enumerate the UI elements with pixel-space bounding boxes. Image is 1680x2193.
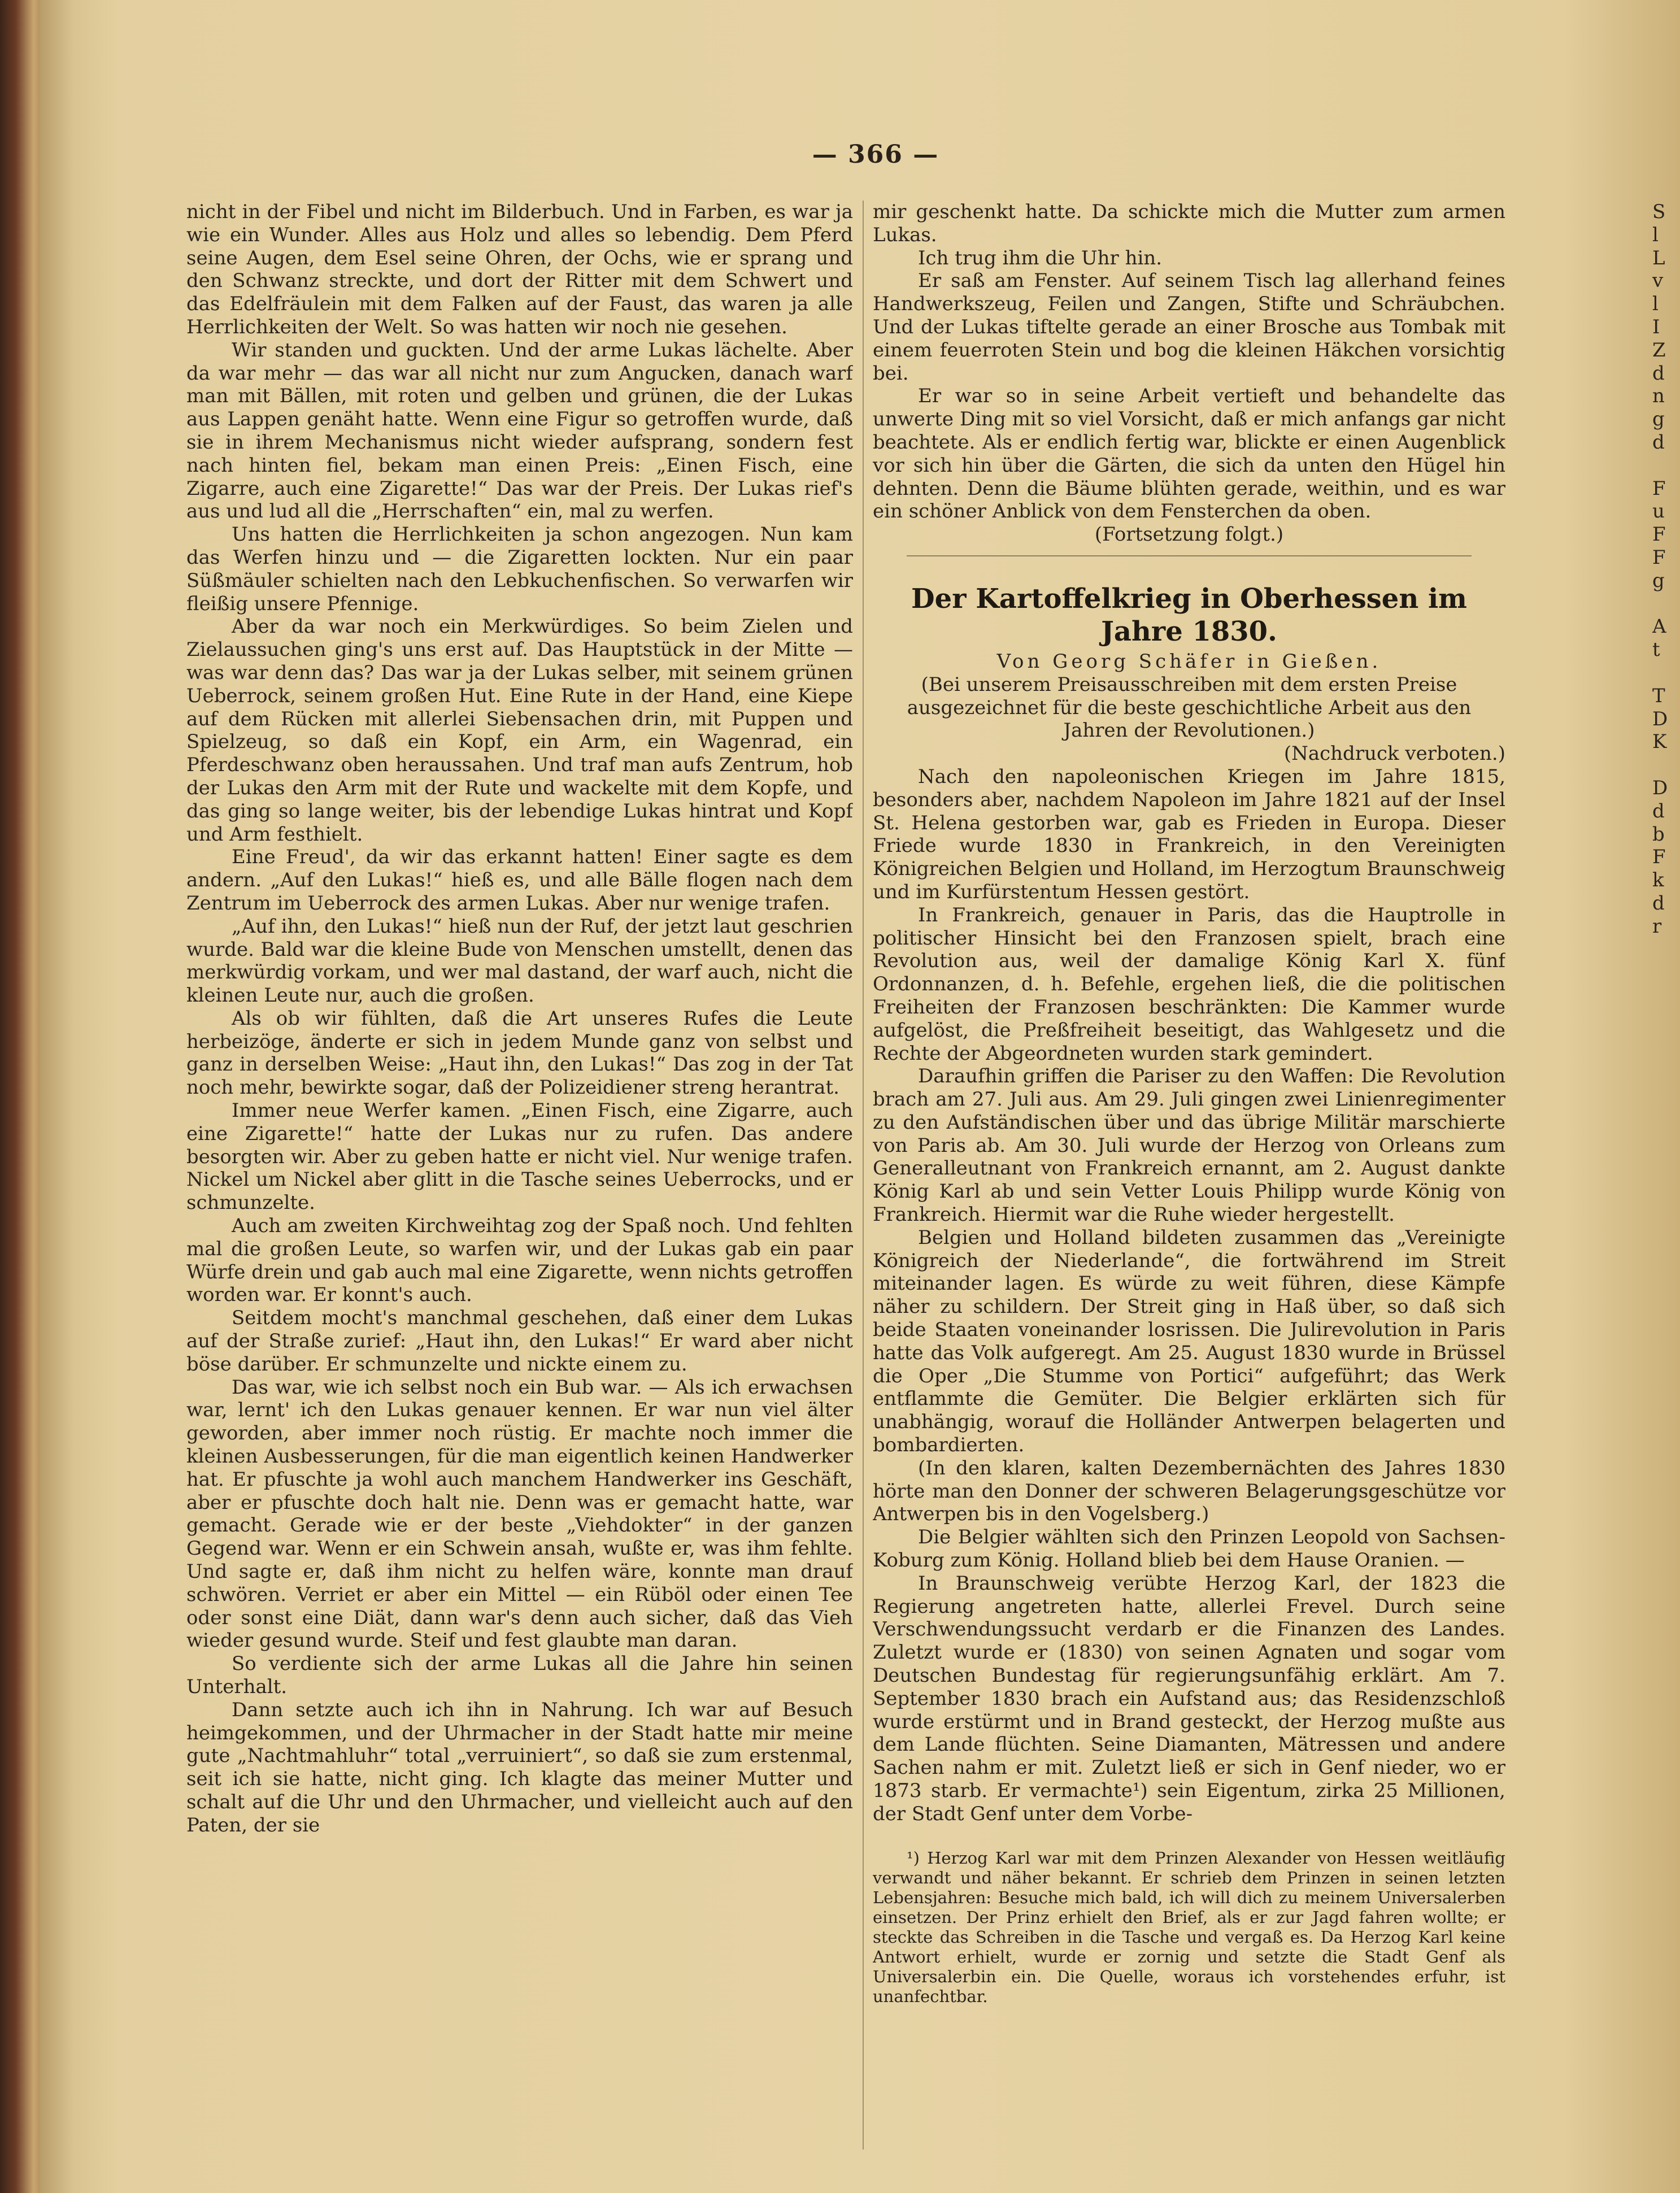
story-paragraph: mir geschenkt hatte. Da schickte mich die Mutter zum armen Lukas. xyxy=(873,201,1505,246)
article-paragraph: Belgien und Holland bildeten zusammen das „Vereinigte Königreich der Niederlande“, die fortwährend im Streit miteinander lagen. Es würde zu weit führen, diese Kämpfe näher zu schildern. Der Streit ging in Haß über, so daß sich beide Staaten voneinander losrissen. Die Julirevolution in Paris hatte das Volk aufgeregt. Am 25. August 1830 wurde in Brüssel die Oper „Die Stumme von Portici“ aufgeführt; das Werk entflammte die Gemüter. Die Belgier erklärten sich für unabhängig, worauf die Holländer Antwerpen belagerten und bombardierten. xyxy=(873,1226,1505,1457)
article-byline: Von Georg Schäfer in Gießen. xyxy=(996,650,1382,673)
story-paragraph: Uns hatten die Herrlichkeiten ja schon angezogen. Nun kam das Werfen hinzu und — die Zigaretten lockten. Nur ein paar Süßmäuler schielten nach den Lebkuchenfischen. So verwarfen wir fleißig unsere Pfennige. xyxy=(186,523,853,615)
article-paragraph: Nach den napoleonischen Kriegen im Jahre 1815, besonders aber, nachdem Napoleon im Jahre 1821 auf der Insel St. Helena gestorben war, gab es Frieden in Europa. Dieser Friede wurde 1830 in Frankreich, in den Vereinigten Königreichen Belgien und Holland, im Herzogtum Braunschweig und im Kurfürstentum Hessen gestört. xyxy=(873,765,1505,903)
left-column xyxy=(186,201,853,2161)
story-paragraph: „Auf ihn, den Lukas!“ hieß nun der Ruf, der jetzt laut geschrien wurde. Bald war die kleine Bude von Menschen umstellt, denen das merkwürdig vorkam, und wer mal dastand, der warf auch, nicht die kleinen Leute nur, auch die großen. xyxy=(186,915,853,1007)
article-paragraph: Die Belgier wählten sich den Prinzen Leopold von Sachsen-Koburg zum König. Holland blieb bei dem Hause Oranien. — xyxy=(873,1526,1505,1572)
book-spine-edge xyxy=(0,0,40,2193)
article-headline: Der Kartoffelkrieg in Oberhessen im Jahre 1830. xyxy=(911,582,1467,647)
article-paragraph: In Frankreich, genauer in Paris, das die Hauptrolle in politischer Hinsicht bei den Franzosen spielt, brach eine Revolution aus, weil der damalige König Karl X. fünf Ordonnanzen, d. h. Befehle, ergehen ließ, die die politischen Freiheiten der Franzosen beschränkten: Die Kammer wurde aufgelöst, die Preßfreiheit beseitigt, das Wahlgesetz und die Rechte der Abgeordneten wurden stark gemindert. xyxy=(873,903,1505,1065)
footnotes xyxy=(873,1848,1505,2007)
story-paragraph: Als ob wir fühlten, daß die Art unseres Rufes die Leute herbeizöge, änderte er sich in jedem Munde ganz von selbst und ganz in derselben Weise: „Haut ihn, den Lukas!“ Das zog in der Tat noch mehr, bewirkte sogar, daß der Polizeidiener streng herantrat. xyxy=(186,1007,853,1099)
right-column-fragment: S l L v l I Z d n g d F u F F g A t T D K D d b F k d r xyxy=(1652,201,1668,938)
column-divider xyxy=(863,201,864,2150)
page-number: — 366 — xyxy=(812,140,939,169)
reprint-note: (Nachdruck verboten.) xyxy=(1283,742,1505,765)
to-be-continued-note: (Fortsetzung folgt.) xyxy=(1094,523,1284,546)
article-paragraph: Daraufhin griffen die Pariser zu den Waffen: Die Revolution brach am 27. Juli aus. Am 29. Juli gingen zwei Linienregimenter zu den Aufständischen über und das übrige Militär marschierte von Paris ab. Am 30. Juli wurde der Herzog von Orleans zum Generalleutnant von Frankreich ernannt, am 2. August dankte König Karl ab und sein Vetter Louis Philipp wurde König von Frankreich. Hiermit war die Ruhe wieder hergestellt. xyxy=(873,1065,1505,1226)
story-paragraph: Seitdem mocht's manchmal geschehen, daß einer dem Lukas auf der Straße zurief: „Haut ihn, den Lukas!“ Er ward aber nicht böse darüber. Er schmunzelte und nickte einem zu. xyxy=(186,1307,853,1376)
story-paragraph: Auch am zweiten Kirchweihtag zog der Spaß noch. Und fehlten mal die großen Leute, so warfen wir, und der Lukas gab ein paar Würfe drein und gab auch mal eine Zigarette, wenn nichts getroffen worden war. Er konnt's auch. xyxy=(186,1215,853,1307)
footnote: ¹) Herzog Karl war mit dem Prinzen Alexander von Hessen weitläufig verwandt und näher bekannt. Er schrieb dem Prinzen in seinen letzten Lebensjahren: Besuche mich bald, ich will dich zu meinem Universalerben einsetzen. Der Prinz erhielt den Brief, als er zur Jagd fahren wollte; er steckte das Schreiben in die Tasche und vergaß es. Da Herzog Karl keine Antwort erhielt, wurde er zornig und setzte die Stadt Genf als Universalerbin ein. Die Quelle, woraus ich vorstehendes erfuhr, ist unanfechtbar. xyxy=(873,1848,1505,2006)
story-paragraph: Immer neue Werfer kamen. „Einen Fisch, eine Zigarre, auch eine Zigarette!“ hatte der Lukas nur zu rufen. Das andere besorgten wir. Aber zu geben hatte er nicht viel. Nur wenige trafen. Nickel um Nickel aber glitt in die Tasche seines Ueberrocks, und er schmunzelte. xyxy=(186,1099,853,1215)
story-paragraph: Er saß am Fenster. Auf seinem Tisch lag allerhand feines Handwerkszeug, Feilen und Zangen, Stifte und Schräubchen. Und der Lukas tiftelte gerade an einer Brosche aus Tombak mit einem feuerroten Stein und bog die kleinen Häkchen vorsichtig bei. xyxy=(873,269,1505,385)
story-paragraph: nicht in der Fibel und nicht im Bilderbuch. Und in Farben, es war ja wie ein Wunder. Alles aus Holz und alles so lebendig. Dem Pferd seine Augen, dem Esel seine Ohren, der Ochs, wie er sprang und den Schwanz streckte, und dort der Ritter mit dem Schwert und das Edelfräulein mit dem Falken auf der Faust, das waren ja alle Herrlichkeiten der Welt. So was hatten wir noch nie gesehen. xyxy=(186,201,853,338)
section-rule xyxy=(907,555,1472,556)
article-paragraph: In Braunschweig verübte Herzog Karl, der 1823 die Regierung angetreten hatte, allerlei Frevel. Durch seine Verschwendungssucht verdarb er die Finanzen des Landes. Zuletzt wurde er (1830) von seinen Agnaten und sogar vom Deutschen Bundestag für regierungsunfähig erklärt. Am 7. September 1830 brach ein Aufstand aus; das Residenzschloß wurde erstürmt und in Brand gesteckt, der Herzog mußte aus dem Lande flüchten. Seine Diamanten, Mätressen und andere Sachen nahm er mit. Zuletzt ließ er sich in Genf nieder, wo er 1873 starb. Er vermachte¹) sein Eigentum, zirka 25 Millionen, der Stadt Genf unter dem Vorbe- xyxy=(873,1572,1505,1825)
story-paragraph: So verdiente sich der arme Lukas all die Jahre hin seinen Unterhalt. xyxy=(186,1652,853,1698)
article-preamble: (Bei unserem Preisausschreiben mit dem ersten Preise ausgezeichnet für die beste geschichtliche Arbeit aus den Jahren der Revolutionen.) xyxy=(907,673,1472,742)
article-paragraph: (In den klaren, kalten Dezembernächten des Jahres 1830 hörte man den Donner der schweren Belagerungsgeschütze vor Antwerpen bis in den Vogelsberg.) xyxy=(873,1456,1505,1526)
story-paragraph: Eine Freud', da wir das erkannt hatten! Einer sagte es dem andern. „Auf den Lukas!“ hieß es, und alle Bälle flogen nach dem Zentrum im Ueberrock des armen Lukas. Aber nur wenige trafen. xyxy=(186,846,853,915)
story-paragraph: Aber da war noch ein Merkwürdiges. So beim Zielen und Zielaussuchen ging's uns erst auf. Das Hauptstück in der Mitte — was war denn das? Das war ja der Lukas selber, mit seinem grünen Ueberrock, seinem großen Hut. Eine Rute in der Hand, eine Kiepe auf dem Rücken mit allerlei Siebensachen drin, mit Puppen und Spielzeug, so daß ein Kopf, ein Arm, ein Wagenrad, ein Pferdeschwanz oben heraussahen. Und traf man aufs Zentrum, hob der Lukas den Arm mit der Rute und wackelte mit dem Kopfe, und das ging so lange weiter, bis der lebendige Lukas hintrat und Kopf und Arm festhielt. xyxy=(186,615,853,846)
story-paragraph: Er war so in seine Arbeit vertieft und behandelte das unwerte Ding mit so viel Vorsicht, daß er mich anfangs gar nicht beachtete. Als er endlich fertig war, blickte er einen Augenblick vor sich hin über die Gärten, die sich da unten den Hügel hin dehnten. Denn die Bäume blühten gerade, weithin, und es war ein schöner Anblick von dem Fensterchen da oben. xyxy=(873,385,1505,523)
story-paragraph: Ich trug ihm die Uhr hin. xyxy=(918,246,1163,269)
middle-column xyxy=(873,201,1505,2161)
story-paragraph: Das war, wie ich selbst noch ein Bub war. — Als ich erwachsen war, lernt' ich den Lukas genauer kennen. Er war nun viel älter geworden, aber immer noch rüstig. Er machte noch immer die kleinen Ausbesserungen, für die man eigentlich keinen Handwerker hat. Er pfuschte ja wohl auch manchem Handwerker ins Geschäft, aber er pfuschte doch halt nie. Denn was er gemacht hatte, war gemacht. Gerade wie er der beste „Viehdokter“ in der ganzen Gegend war. Wenn er ein Schwein ansah, wußte er, was ihm fehlte. Und sagte er, daß ihm nicht zu helfen wäre, konnte man drauf schwören. Verriet er aber ein Mittel — ein Rüböl oder einen Tee oder sonst eine Diät, dann war's denn auch sicher, daß das Vieh wieder gesund wurde. Steif und fest glaubte man daran. xyxy=(186,1376,853,1652)
story-paragraph: Wir standen und guckten. Und der arme Lukas lächelte. Aber da war mehr — das war all nicht nur zum Angucken, danach warf man mit Bällen, mit roten und gelben und grünen, die der Lukas aus Lappen genäht hatte. Wenn eine Figur so getroffen wurde, daß sie in ihrem Mechanismus nicht wieder aufsprang, sondern fest nach hinten fiel, bekam man einen Preis: „Einen Fisch, eine Zigarre, auch eine Zigarette!“ Das war der Preis. Der Lukas rief's aus und lud all die „Herrschaften“ ein, mal zu werfen. xyxy=(186,338,853,523)
story-paragraph: Dann setzte auch ich ihn in Nahrung. Ich war auf Besuch heimgekommen, und der Uhrmacher in der Stadt hatte mir meine gute „Nachtmahluhr“ total „verruiniert“, so daß sie zum erstenmal, seit ich sie hatte, nicht ging. Ich klagte das meiner Mutter und schalt auf die Uhr und den Uhrmacher, und vielleicht auch auf den Paten, der sie xyxy=(186,1698,853,1837)
